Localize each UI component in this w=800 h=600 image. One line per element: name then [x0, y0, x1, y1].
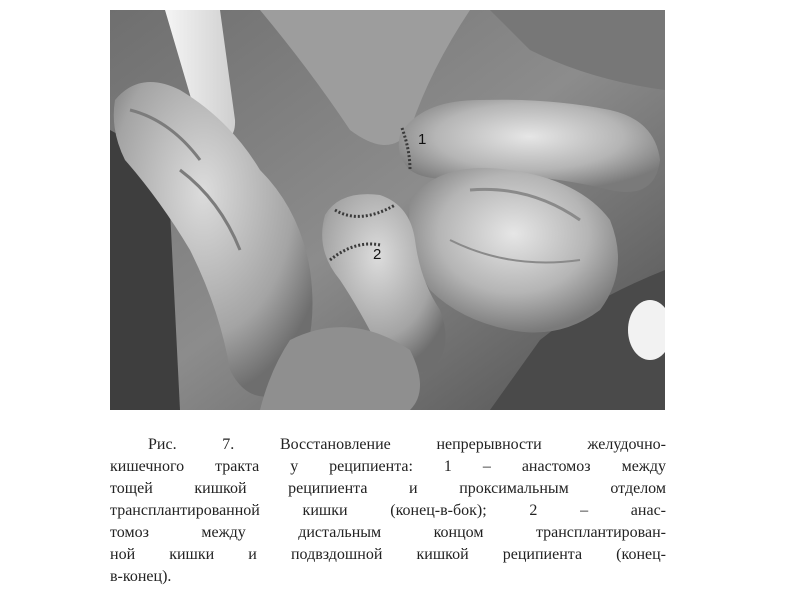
caption-line: трансплантированной кишки (конец-в-бок); 2 – анас-: [110, 502, 666, 519]
caption-line: тощей кишкой реципиента и проксимальным отделом: [110, 480, 666, 497]
anastomosis-marker-1: 1: [418, 131, 427, 148]
figure-caption: [110, 434, 666, 588]
caption-line: кишечного тракта у реципиента: 1 – анастомоз между: [110, 458, 666, 475]
anastomosis-marker-2: 2: [373, 246, 382, 263]
caption-line: Рис. 7. Восстановление непрерывности желудочно-: [148, 436, 666, 453]
surgical-photo: [110, 10, 665, 410]
caption-line: томоз между дистальным концом трансплантирован-: [110, 524, 666, 541]
caption-line: ной кишки и подвздошной кишкой реципиента (конец-: [110, 546, 666, 563]
surgical-photo-illustration: [110, 10, 665, 410]
caption-line: в-конец).: [110, 568, 172, 585]
